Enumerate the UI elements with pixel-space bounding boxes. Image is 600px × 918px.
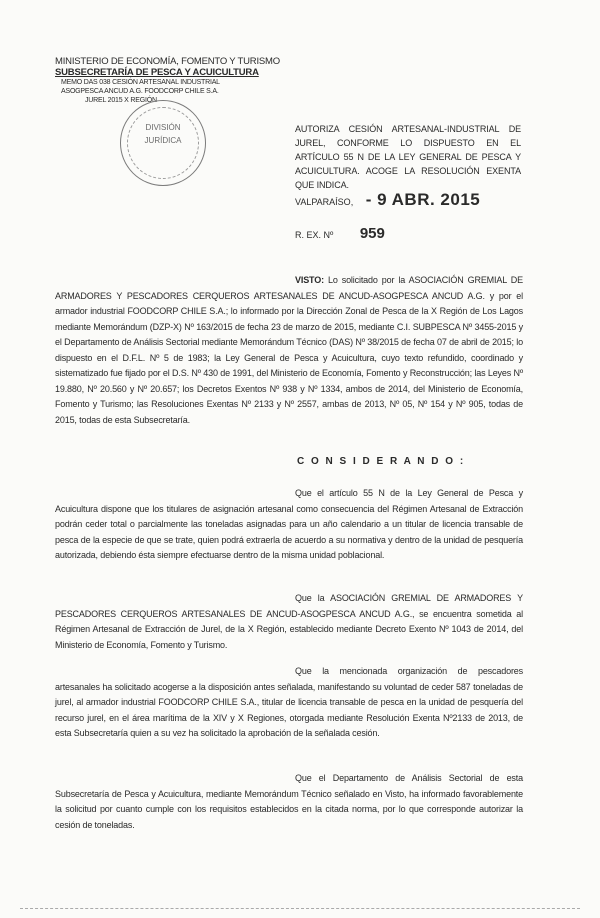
stamp-text-2: JURÍDICA bbox=[144, 136, 182, 145]
resolution-subject: AUTORIZA CESIÓN ARTESANAL-INDUSTRIAL DE JUREL, CONFORME LO DISPUESTO EN EL ARTÍCULO 55 N DE LA LEY GENERAL DE PESCA Y ACUICULTURA. ACOGE LA RESOLUCIÓN EXENTA QUE INDICA. bbox=[295, 124, 521, 190]
resolution-date: - 9 ABR. 2015 bbox=[365, 190, 481, 209]
visto-paragraph bbox=[55, 273, 523, 428]
resolution-number-line bbox=[295, 225, 385, 242]
considerando-paragraph-1: Que el artículo 55 N de la Ley General de Pesca y Acuicultura dispone que los titulares de asignación artesanal como consecuencia del Régimen Artesanal de Extracción podrán ceder total o parcialmente las toneladas asignadas para un año calendario a un titular de licencia transable de pesca de la especie de que se trate, quien podrá extraerla de acuerdo a su normativa y dentro de la unidad de pesquería autorizada, debiendo ésta siempre efectuarse dentro de la misma unidad poblacional. bbox=[55, 488, 523, 560]
page-bottom-edge bbox=[20, 908, 580, 913]
visto-text: Lo solicitado por la ASOCIACIÓN GREMIAL DE ARMADORES Y PESCADORES CERQUEROS ARTESANALES DE ANCUD-ASOGPESCA ANCUD A.G. y por el armador industrial FOODCORP CHILE S.A.; lo informado por la Dirección Zonal de Pesca de la X Región de Los Lagos mediante Memorándum (DZP-X) Nº 163/2015 de fecha 23 de marzo de 2015, mediante C.I. SUBPESCA Nº 3455-2015 y el Departamento de Análisis Sectorial mediante Memorándum Técnico (DAS) Nº 38/2015 de fecha 07 de abril de 2015; lo dispuesto en el D.F.L. Nº 5 de 1983; la Ley General de Pesca y Acuicultura, cuyo texto refundido, coordinado y sistematizado fue fijado por el D.S. Nº 430 de 1991, del Ministerio de Economía, Fomento y Reconstrucción; las Leyes Nº 19.880, Nº 20.560 y Nº 20.657; los Decretos Exentos Nº 938 y Nº 1334, ambos de 2014, del Ministerio de Economía, Fomento y Turismo; las Resoluciones Exentas Nº 2133 y Nº 2557, ambas de 2013, Nº 05, Nº 154 y Nº 905, todas de 2015, todas de esta Subsecretaría. bbox=[55, 275, 523, 425]
considerando-paragraph-3: Que la mencionada organización de pescadores artesanales ha solicitado acogerse a la disposición antes señalada, manifestando su voluntad de ceder 587 toneladas de jurel, al armador industrial FOODCORP CHILE S.A., titular de licencia transable de pesca en la unidad de pesquería del recurso jurel, en el área marítima de la XIV y X Regiones, otorgada mediante Resolución Exenta Nº2133 de 2013, de esta Subsecretaría quien a su vez ha solicitado la aprobación de la señalada cesión. bbox=[55, 666, 523, 738]
subsecretaria-name: SUBSECRETARÍA DE PESCA Y ACUICULTURA bbox=[55, 67, 259, 78]
division-juridica-stamp bbox=[120, 100, 206, 186]
letterhead bbox=[55, 56, 280, 105]
place: VALPARAÍSO, bbox=[295, 197, 354, 207]
stamp-text-1: DIVISIÓN bbox=[145, 123, 181, 132]
considerando-heading: C O N S I D E R A N D O : bbox=[297, 456, 466, 467]
place-date-line bbox=[295, 190, 480, 210]
ministry-name: MINISTERIO DE ECONOMÍA, FOMENTO Y TURISMO bbox=[55, 56, 280, 67]
memo-reference-2: ASOGPESCA ANCUD A.G. FOODCORP CHILE S.A. bbox=[61, 88, 219, 95]
visto-label: VISTO: bbox=[295, 275, 324, 285]
considerando-paragraph-4: Que el Departamento de Análisis Sectorial de esta Subsecretaría de Pesca y Acuicultura, mediante Memorándum Técnico señalado en Visto, ha informado favorablemente la solicitud por cuanto cumple con los requisitos establecidos en la citada norma, por lo que corresponde autorizar la cesión de toneladas. bbox=[55, 773, 523, 830]
memo-reference-3: JUREL 2015 X REGIÓN bbox=[85, 97, 157, 104]
memo-reference-1: MEMO DAS 038 CESIÓN ARTESANAL INDUSTRIAL bbox=[61, 79, 220, 86]
considerando-paragraph-2: Que la ASOCIACIÓN GREMIAL DE ARMADORES Y PESCADORES CERQUEROS ARTESANALES DE ANCUD-ASOGPESCA ANCUD A.G., se encuentra sometida al Régimen Artesanal de Extracción de Jurel, de la X Región, establecido mediante Decreto Exento Nº 1043 de 2014, del Ministerio de Economía, Fomento y Turismo. bbox=[55, 593, 523, 650]
rex-label: R. EX. Nº bbox=[295, 230, 334, 240]
rex-number: 959 bbox=[359, 225, 385, 242]
